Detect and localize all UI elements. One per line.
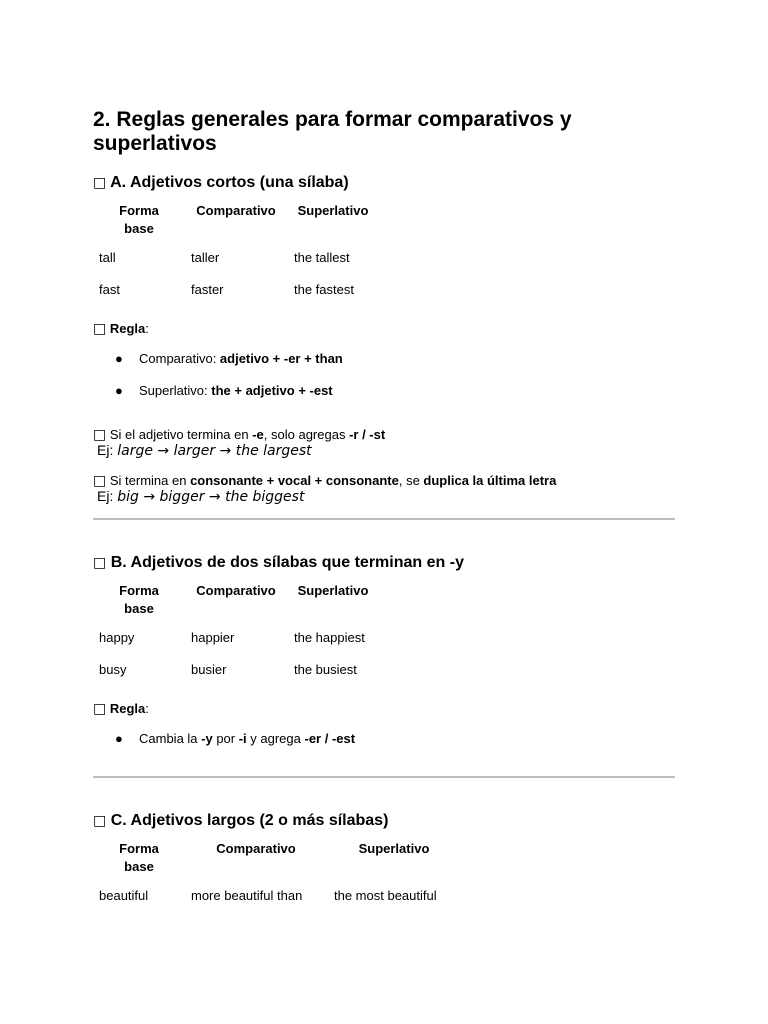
table-cell: happier bbox=[191, 630, 235, 645]
table-header-superlative: Superlativo bbox=[297, 583, 369, 598]
section-c-heading: □ C. Adjetivos largos (2 o más sílabas) bbox=[93, 812, 389, 829]
table-cell: beautiful bbox=[99, 888, 149, 903]
rule-label: □ Regla: bbox=[93, 321, 149, 337]
table-cell: more beautiful than bbox=[191, 888, 303, 903]
list-item: ● Cambia la -y por -i y agrega -er / -est bbox=[115, 731, 356, 746]
example-line: Ej: big → bigger → the biggest bbox=[97, 488, 305, 505]
checkbox-icon: □ bbox=[93, 427, 107, 443]
table-cell: busy bbox=[99, 662, 127, 677]
bullet-icon: ● bbox=[115, 383, 123, 398]
table-header-comparative: Comparativo bbox=[196, 583, 276, 598]
table-header-comparative: Comparativo bbox=[216, 841, 296, 856]
bullet-icon: ● bbox=[115, 731, 123, 746]
checkbox-icon: □ bbox=[93, 321, 107, 337]
rule-label: □ Regla: bbox=[93, 701, 149, 717]
section-b-heading: □ B. Adjetivos de dos sílabas que terminan en -y bbox=[93, 554, 464, 571]
table-cell: tall bbox=[99, 250, 116, 265]
table-cell: taller bbox=[191, 250, 220, 265]
checkbox-icon: □ bbox=[93, 813, 107, 829]
divider bbox=[93, 518, 675, 520]
table-cell: the busiest bbox=[294, 662, 357, 677]
table-cell: the fastest bbox=[294, 282, 354, 297]
checkbox-icon: □ bbox=[93, 473, 107, 489]
note-cvc: □ Si termina en consonante + vocal + consonante, se duplica la última letra bbox=[93, 473, 557, 489]
checkbox-icon: □ bbox=[93, 175, 107, 191]
table-cell: faster bbox=[191, 282, 224, 297]
table-cell: happy bbox=[99, 630, 135, 645]
divider bbox=[93, 776, 675, 778]
checkbox-icon: □ bbox=[93, 701, 107, 717]
table-cell: the happiest bbox=[294, 630, 365, 645]
list-item: ● Comparativo: adjetivo + -er + than bbox=[115, 351, 343, 366]
table-header-base: Forma base bbox=[119, 583, 159, 616]
table-cell: the most beautiful bbox=[334, 888, 437, 903]
table-header-base: Forma base bbox=[119, 203, 159, 236]
checkbox-icon: □ bbox=[93, 555, 107, 571]
example-line: Ej: large → larger → the largest bbox=[97, 442, 312, 459]
page-title: 2. Reglas generales para formar comparativos y superlativos bbox=[93, 108, 572, 155]
table-header-superlative: Superlativo bbox=[297, 203, 369, 218]
table-header-superlative: Superlativo bbox=[358, 841, 430, 856]
table-cell: fast bbox=[99, 282, 120, 297]
note-e-ending: □ Si el adjetivo termina en -e, solo agregas -r / -st bbox=[93, 427, 386, 443]
list-item: ● Superlativo: the + adjetivo + -est bbox=[115, 383, 333, 398]
table-header-comparative: Comparativo bbox=[196, 203, 276, 218]
table-header-base: Forma base bbox=[119, 841, 159, 874]
bullet-icon: ● bbox=[115, 351, 123, 366]
table-cell: the tallest bbox=[294, 250, 350, 265]
table-cell: busier bbox=[191, 662, 227, 677]
section-a-heading: □ A. Adjetivos cortos (una sílaba) bbox=[93, 174, 349, 191]
